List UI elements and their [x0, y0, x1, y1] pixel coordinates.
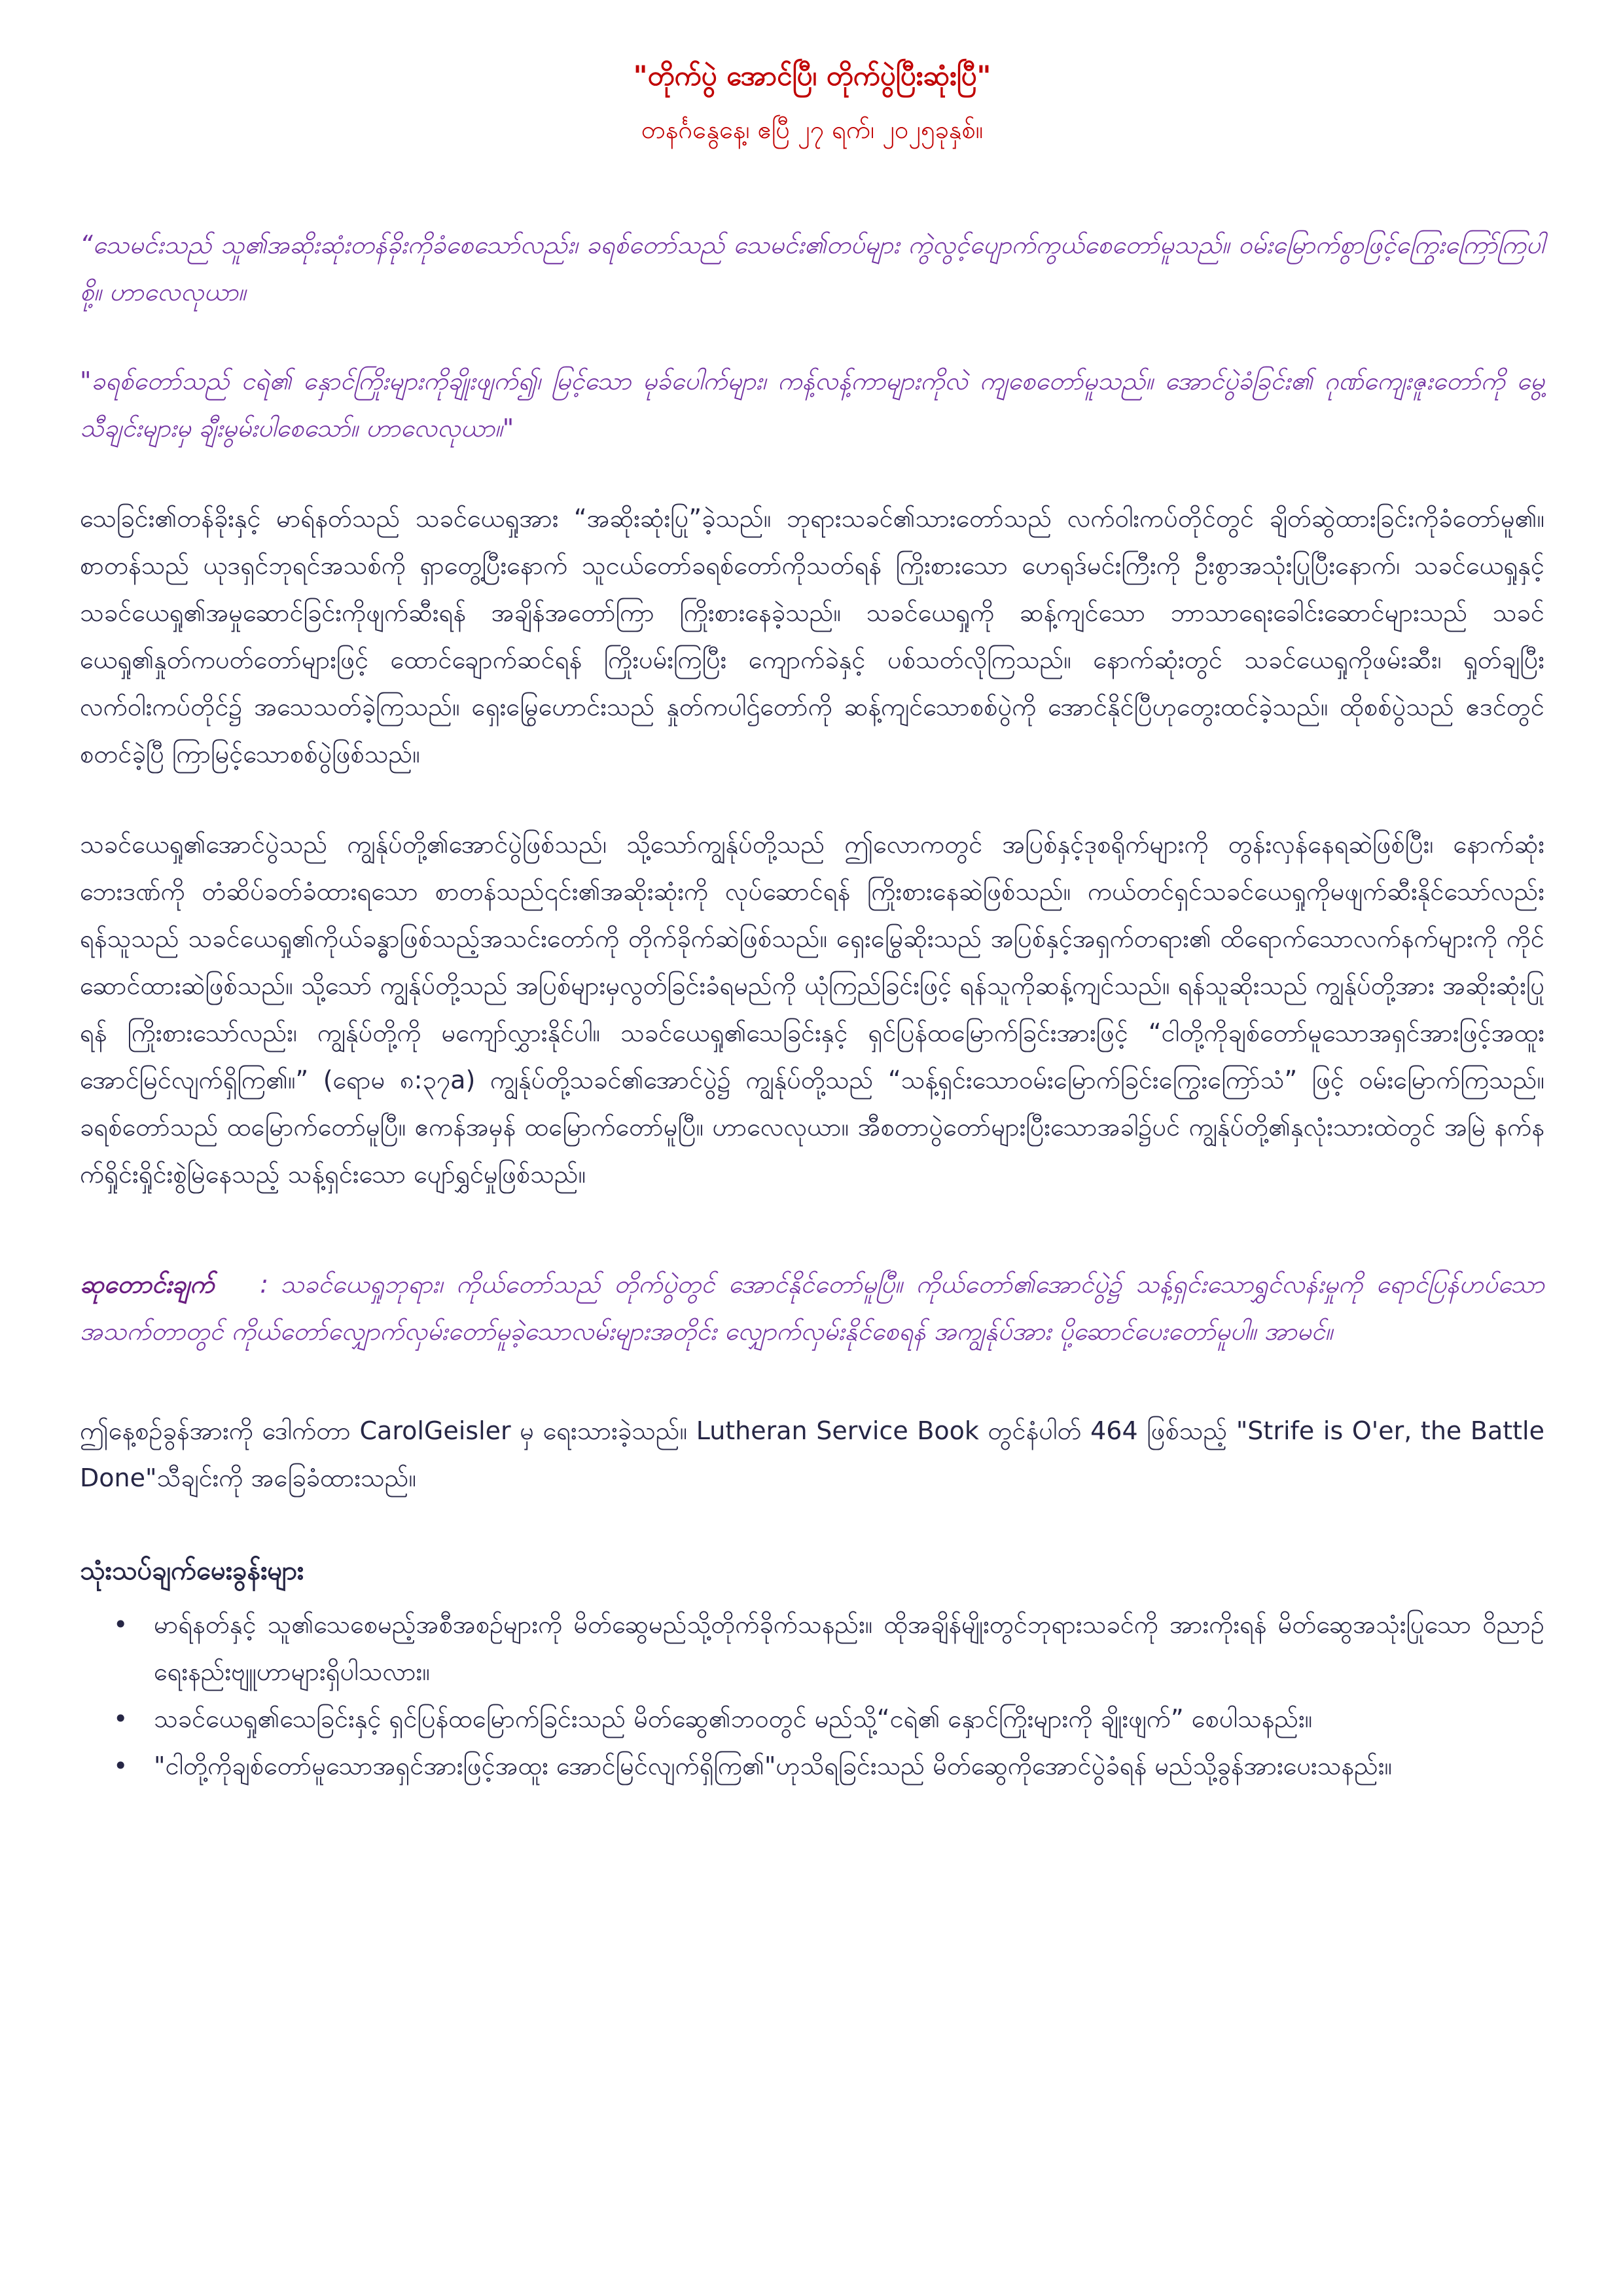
body-paragraph-1: သေခြင်း၏တန်ခိုးနှင့် မာရ်နတ်သည် သခင်ယေရှုအား “အဆိုးဆုံးပြု”ခဲ့သည်။ ဘုရားသခင်၏သားတော်သည် လက်ဝါးကပ်တိုင်တွင် ချိတ်ဆွဲထားခြင်းကိုခံတော်မူ၏။ စာတန်သည် ယုဒရှင်ဘုရင်အသစ်ကို ရှာတွေ့ပြီးနောက် သူငယ်တော်ခရစ်တော်ကိုသတ်ရန် ကြိုးစားသော ဟေရုဒ်မင်းကြီးကို ဦးစွာအသုံးပြုပြီးနောက်၊ သခင်ယေရှုနှင့် သခင်ယေရှု၏အမှုဆောင်ခြင်းကိုဖျက်ဆီးရန် အချိန်အတော်ကြာ ကြိုးစားနေခဲ့သည်။ သခင်ယေရှုကို ဆန့်ကျင်သော ဘာသာရေးခေါင်းဆောင်များသည် သခင်ယေရှု၏နှုတ်ကပတ်တော်များဖြင့် ထောင်ချောက်ဆင်ရန် ကြိုးပမ်းကြပြီး ကျောက်ခဲနှင့် ပစ်သတ်လိုကြသည်။ နောက်ဆုံးတွင် သခင်ယေရှုကိုဖမ်းဆီး၊ ရှုတ်ချပြီး လက်ဝါးကပ်တိုင်၌ အသေသတ်ခဲ့ကြသည်။ ရှေးမြွေဟောင်းသည် နှုတ်ကပါဌ်တော်ကို ဆန့်ကျင်သောစစ်ပွဲကို အောင်နိုင်ပြီဟုတွေးထင်ခဲ့သည်။ ထိုစစ်ပွဲသည် ဧဒင်တွင် စတင်ခဲ့ပြီ ကြာမြင့်သောစစ်ပွဲဖြစ်သည်။: [80, 504, 1544, 768]
list-item: [113, 1601, 1544, 1695]
bullet-icon: •: [113, 1704, 128, 1733]
page-title: "တိုက်ပွဲ အောင်ပြီ၊ တိုက်ပွဲပြီးဆုံးပြီ": [633, 60, 991, 92]
reflection-heading: သုံးသပ်ချက်မေးခွန်းများ: [80, 1556, 304, 1586]
hymn-quote-1: “သေမင်းသည် သူ၏အဆိုးဆုံးတန်ခိုးကိုခံစေသော်လည်း၊ ခရစ်တော်သည် သေမင်း၏တပ်များ ကွဲလွင့်ပျောက်ကွယ်စေတော်မူသည်။ ဝမ်းမြောက်စွာဖြင့်ကြွေးကြော်ကြပါစို့။ ဟာလေလုယာ။: [80, 230, 1544, 306]
bullet-icon: •: [113, 1610, 128, 1639]
question-text: မာရ်နတ်နှင့် သူ၏သေစေမည့်အစီအစဉ်များကို မိတ်ဆွေမည်သို့တိုက်ခိုက်သနည်း။ ထိုအချိန်မျိုးတွင်ဘုရားသခင်ကို အားကိုးရန် မိတ်ဆွေအသုံးပြုသော ဝိညာဉ်ရေးနည်းဗျူဟာများရှိပါသလား။: [154, 1610, 1544, 1686]
list-item: [113, 1742, 1544, 1789]
body-paragraph-2: သခင်ယေရှု၏အောင်ပွဲသည် ကျွန်ုပ်တို့၏အောင်ပွဲဖြစ်သည်၊ သို့သော်ကျွန်ုပ်တို့သည် ဤလောကတွင် အပြစ်နှင့်ဒုစရိုက်များကို တွန်းလှန်နေရဆဲဖြစ်ပြီး၊ နောက်ဆုံးဘေးဒဏ်ကို တံဆိပ်ခတ်ခံထားရသော စာတန်သည်၎င်း၏အဆိုးဆုံးကို လုပ်ဆောင်ရန် ကြိုးစားနေဆဲဖြစ်သည်။ ကယ်တင်ရှင်သခင်ယေရှုကိုမဖျက်ဆီးနိုင်သော်လည်း ရန်သူသည် သခင်ယေရှု၏ကိုယ်ခန္ဓာဖြစ်သည့်အသင်းတော်ကို တိုက်ခိုက်ဆဲဖြစ်သည်။ ရှေးမြွေဆိုးသည် အပြစ်နှင့်အရှက်တရား၏ ထိရောက်သောလက်နက်များကို ကိုင်ဆောင်ထားဆဲဖြစ်သည်။ သို့သော် ကျွန်ုပ်တို့သည် အပြစ်များမှလွတ်ခြင်းခံရမည်ကို ယုံကြည်ခြင်းဖြင့် ရန်သူကိုဆန့်ကျင်သည်။ ရန်သူဆိုးသည် ကျွန်ုပ်တို့အား အဆိုးဆုံးပြုရန် ကြိုးစားသော်လည်း၊ ကျွန်ုပ်တို့ကို မကျော်လွှားနိုင်ပါ။ သခင်ယေရှု၏သေခြင်းနှင့် ရှင်ပြန်ထမြောက်ခြင်းအားဖြင့် “ငါတို့ကိုချစ်တော်မူသောအရှင်အားဖြင့်အထူး အောင်မြင်လျက်ရှိကြ၏။” (ရောမ ၈:၃၇a) ကျွန်ုပ်တို့သခင်၏အောင်ပွဲ၌ ကျွန်ုပ်တို့သည် “သန့်ရှင်းသောဝမ်းမြောက်ခြင်းကြွေးကြော်သံ” ဖြင့် ဝမ်းမြောက်ကြသည်။ ခရစ်တော်သည် ထမြောက်တော်မူပြီ။ ဧကန်အမှန် ထမြောက်တော်မူပြီ။ ဟာလေလုယာ။ အီစတာပွဲတော်များပြီးသောအခါ၌ပင် ကျွန်ုပ်တို့၏နှလုံးသားထဲတွင် အမြဲ နက်နက်ရှိုင်းရှိုင်းစွဲမြဲနေသည့် သန့်ရှင်းသော ပျော်ရွှင်မှုဖြစ်သည်။: [80, 830, 1544, 1189]
question-text: "ငါတို့ကိုချစ်တော်မူသောအရှင်အားဖြင့်အထူး အောင်မြင်လျက်ရှိကြ၏"ဟုသိရခြင်းသည် မိတ်ဆွေကိုအောင်ပွဲခံရန် မည်သို့ခွန်အားပေးသနည်း။: [154, 1751, 1392, 1780]
bullet-icon: •: [113, 1751, 128, 1780]
prayer-separator: :: [260, 1270, 269, 1299]
prayer-text: သခင်ယေရှုဘုရား၊ ကိုယ်တော်သည် တိုက်ပွဲတွင် အောင်နိုင်တော်မူပြီ။ ကိုယ်တော်၏အောင်ပွဲ၌ သန့်ရှင်းသောရွှင်လန်းမှုကို ရောင်ပြန်ဟပ်သော အသက်တာတွင် ကိုယ်တော်လျှောက်လှမ်းတော်မူခဲ့သောလမ်းများအတိုင်း လျှောက်လှမ်းနိုင်စေရန် အကျွန်ုပ်အား ပို့ဆောင်ပေးတော်မူပါ။ အာမင်။: [80, 1270, 1544, 1346]
question-text: သခင်ယေရှု၏သေခြင်းနှင့် ရှင်ပြန်ထမြောက်ခြင်းသည် မိတ်ဆွေ၏ဘဝတွင် မည်သို့“ငရဲ၏ နှောင်ကြိုးများကို ချိုးဖျက်” စေပါသနည်း။: [154, 1704, 1313, 1733]
date-line: တနင်္ဂနွေနေ့၊ ဧပြီ ၂၇ ရက်၊ ၂၀၂၅ခုနှစ်။: [641, 115, 984, 144]
hymn-quote-2: "ခရစ်တော်သည် ငရဲ၏ နှောင်ကြိုးများကိုချိုးဖျက်၍၊ မြင့်သော မုခ်ပေါက်များ၊ ကန့်လန့်ကာများကိုလဲ ကျစေတော်မူသည်။ အောင်ပွဲခံခြင်း၏ ဂုဏ်ကျေးဇူးတော်ကို မွေ့သီချင်းများမှ ချီးမွမ်းပါစေသော်။ ဟာလေလုယာ။": [80, 367, 1544, 442]
list-item: [113, 1695, 1544, 1742]
prayer-label: ဆုတောင်းချက်: [80, 1270, 215, 1299]
reflection-question-list: [80, 1601, 1544, 1789]
attribution-paragraph: ဤနေ့စဉ်ခွန်အားကို ဒေါက်တာ CarolGeisler မှ ရေးသားခဲ့သည်။ Lutheran Service Book တွင်နံပါတ် 464 ဖြစ်သည့် "Strife is O'er, the Battle Done"သီချင်းကို အခြေခံထားသည်။: [80, 1416, 1544, 1492]
prayer-paragraph: [80, 1261, 1544, 1355]
